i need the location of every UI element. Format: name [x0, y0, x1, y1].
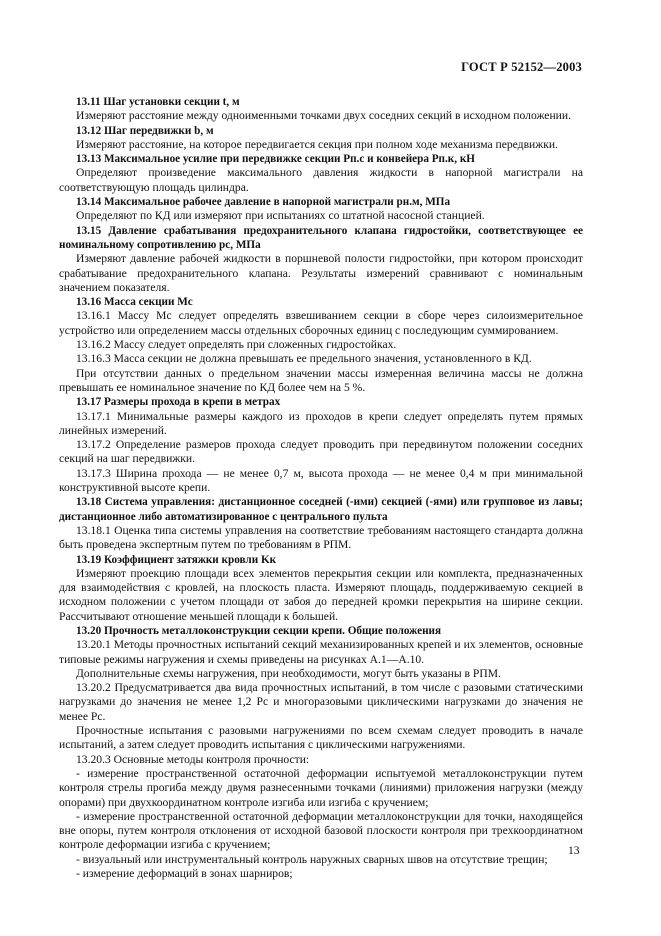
section-heading: 13.19 Коэффициент затяжки кровли Kк: [76, 553, 277, 566]
paragraph: Измеряют расстояние между одноименными точками двух соседних секций в исходном положении.: [76, 109, 571, 123]
paragraph: 13.16.2 Массу следует определять при сложенных гидростойках.: [76, 338, 397, 352]
paragraph: 13.16.3 Масса секции не должна превышать ее предельного значения, установленного в КД.: [76, 352, 532, 366]
paragraph: 13.17.2 Определение размеров прохода следует проводить при передвинутом положении соседних секций на шаг передвижки.: [59, 438, 583, 466]
paragraph: Дополнительные схемы нагружения, при необходимости, могут быть указаны в РПМ.: [76, 666, 501, 680]
paragraph: 13.20.1 Методы прочностных испытаний секций механизированных крепей и их элементов, основные типовые режимы нагружения и схемы приведены на рисунках А.1—А.10.: [59, 638, 583, 666]
paragraph: Прочностные испытания с разовыми нагружениями по всем схемам следует проводить в начале испытаний, а затем следует проводить испытания с циклическими нагружениями.: [59, 724, 583, 752]
paragraph: Измеряют расстояние, на которое передвигается секция при полном ходе механизма передвижки.: [76, 137, 558, 151]
list-item: - измерение пространственной остаточной деформации металлоконструкции для точки, находящейся вне опоры, путем контроля отклонения от исходной базовой плоскости контроля при трехкоординатном контроле деформации изгиба с кручением;: [59, 809, 583, 852]
page-number: 13: [568, 845, 580, 857]
paragraph: Измеряют проекцию площади всех элементов перекрытия секции или комплекта, предназначенных для взаимодействия с кровлей, на плоскость пласта. Измеряют площадь, поддерживаемую секцией в исходном положении с учетом площади от забоя до передней кромки перекрытия на ширине секции. Рассчитывают отношение меньшей площади к большей.: [59, 566, 583, 623]
paragraph: 13.17.3 Ширина прохода — не менее 0,7 м, высота прохода — не менее 0,4 м при минимальной конструктивной высоте крепи.: [59, 466, 583, 495]
paragraph: Определяют произведение максимального давления жидкости в напорной магистрали на соответствующую площадь цилиндра.: [59, 166, 583, 194]
list-item: - измерение пространственной остаточной деформации испытуемой металлоконструкции путем контроля стрелы прогиба между двумя разнесенными точками (линиями) приложения нагрузки (между опорами) при двухкоординатном контроле изгиба или изгиба с кручением;: [59, 766, 583, 809]
section-heading: 13.15 Давление срабатывания предохранительного клапана гидростойки, соответствующее ее номинальному сопротивлению pс, МПа: [59, 224, 583, 251]
list-item: - визуальный или инструментальный контроль наружных сварных швов на отсутствие трещин;: [76, 852, 548, 866]
section-heading: 13.13 Максимальное усилие при передвижке секции Pп.с и конвейера Pп.к, кН: [76, 153, 475, 166]
section-heading: 13.14 Максимальное рабочее давление в напорной магистрали pн.м, МПа: [76, 196, 451, 209]
document-body: [59, 95, 583, 881]
section-heading: 13.11 Шаг установки секции t, м: [76, 96, 240, 108]
list-item: - измерение деформаций в зонах шарниров;: [76, 867, 293, 881]
paragraph: 13.20.3 Основные методы контроля прочности:: [76, 752, 310, 766]
section-heading: 13.12 Шаг передвижки b, м: [76, 124, 214, 137]
section-heading: 13.16 Масса секции Mс: [76, 296, 193, 309]
section-heading: 13.20 Прочность металлоконструкции секции крепи. Общие положения: [76, 624, 442, 637]
paragraph: Определяют по КД или измеряют при испытаниях со штатной насосной станцией.: [76, 209, 485, 223]
document-code: ГОСТ Р 52152—2003: [461, 60, 582, 74]
paragraph: При отсутствии данных о предельном значении массы измеренная величина массы не должна превышать ее номинальное значение по КД более чем на 5 %.: [59, 366, 583, 394]
section-heading: 13.18 Система управления: дистанционное соседней (-ими) секцией (-ями) или групповое из лавы; дистанционное либо автоматизированное с центрального пульта: [59, 496, 583, 523]
paragraph: Измеряют давление рабочей жидкости в поршневой полости гидростойки, при котором происходит срабатывание предохранительного клапана. Результаты измерений сравнивают с номинальным значением показателя.: [59, 252, 583, 294]
section-heading: 13.17 Размеры прохода в крепи в метрах: [76, 396, 281, 409]
paragraph: 13.20.2 Предусматривается два вида прочностных испытаний, в том числе с разовыми статическими нагрузками до значения не менее 1,2 Pс и многоразовыми циклическими нагрузками до значения не менее Pс.: [59, 681, 583, 723]
paragraph: 13.18.1 Оценка типа системы управления на соответствие требованиям настоящего стандарта должна быть проведена экспертным путем по требованиям в РПМ.: [59, 523, 583, 552]
paragraph: 13.16.1 Массу Mс следует определять взвешиванием секции в сборе через силоизмерительное устройство или определением массы отдельных сборочных единиц с последующим суммированием.: [59, 309, 583, 337]
paragraph: 13.17.1 Минимальные размеры каждого из проходов в крепи следует определять путем прямых линейных измерений.: [59, 409, 583, 437]
